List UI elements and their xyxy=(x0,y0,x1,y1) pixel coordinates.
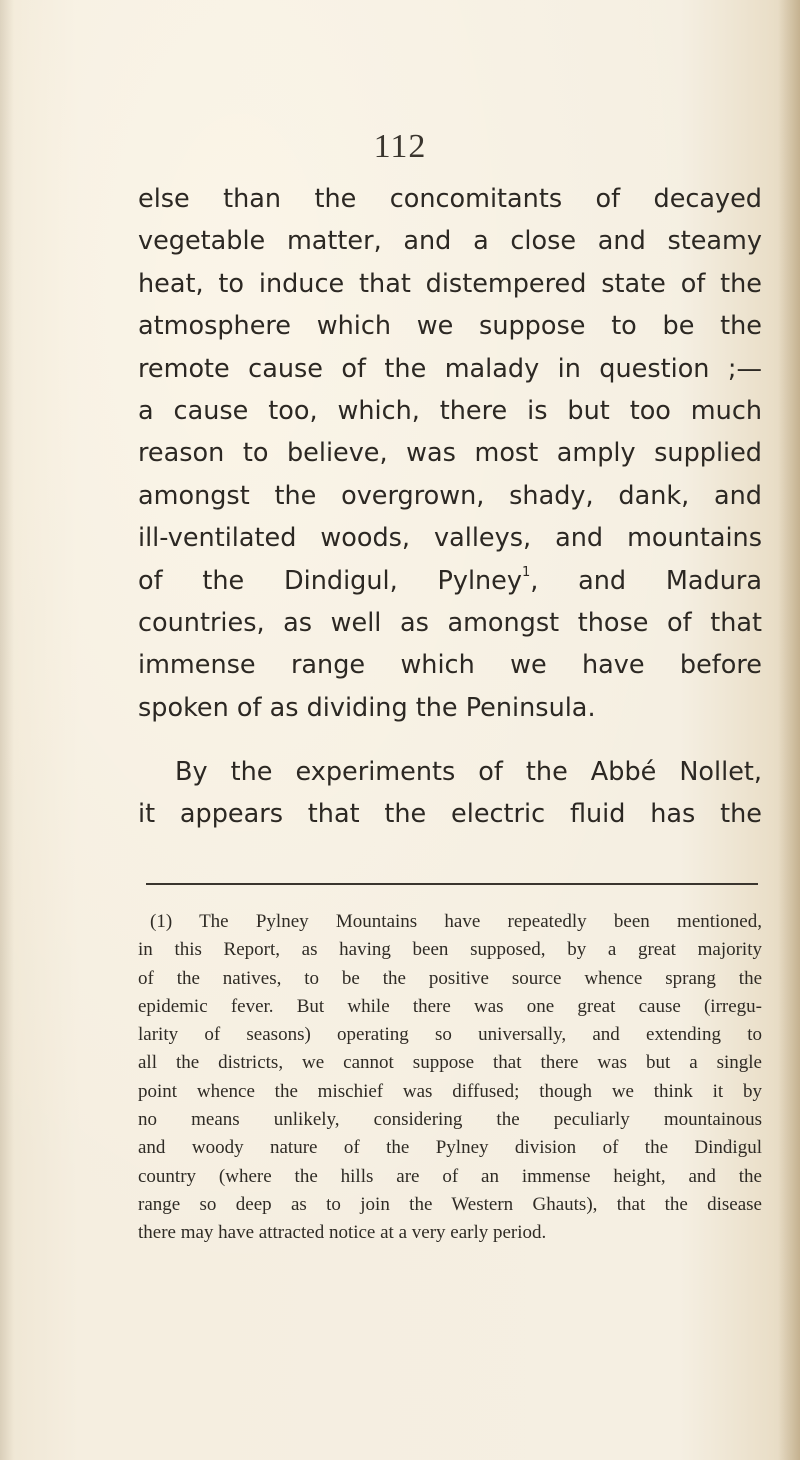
footnote-line: country (where the hills are of an immense height, and the xyxy=(138,1165,762,1187)
text-line: spoken of as dividing the Peninsula. xyxy=(138,692,596,723)
text-line: atmosphere which we suppose to be the xyxy=(138,311,762,342)
footnote xyxy=(138,908,762,1248)
footnote-separator-rule xyxy=(146,883,758,885)
footnote-line: no means unlikely, considering the peculiarly mountainous xyxy=(138,1109,762,1131)
text-line: else than the concomitants of decayed xyxy=(138,184,762,214)
text-line: immense range which we have before xyxy=(138,650,762,681)
footnote-line: epidemic fever. But while there was one great cause (irregu- xyxy=(138,995,762,1017)
page-number: 112 xyxy=(373,128,427,165)
text-line: reason to believe, was most amply supplied xyxy=(138,438,762,469)
text-segment: , and Madura xyxy=(530,565,762,596)
text-line-with-footnote-ref xyxy=(138,560,762,602)
page-gutter-shadow xyxy=(0,0,14,1460)
text-segment: of the Dindigul, Pylney xyxy=(138,565,522,596)
footnote-line: larity of seasons) operating so universally, and extending to xyxy=(138,1024,762,1046)
footnote-line: of the natives, to be the positive source whence sprang the xyxy=(138,967,762,989)
text-line: heat, to induce that distempered state of the xyxy=(138,268,762,299)
footnote-line: all the districts, we cannot suppose that there was but a single xyxy=(138,1052,762,1074)
footnote-line: there may have attracted notice at a very early period. xyxy=(138,1222,547,1244)
main-text xyxy=(138,178,762,836)
text-line: vegetable matter, and a close and steamy xyxy=(138,226,762,257)
text-line: it appears that the electric fluid has the xyxy=(138,799,762,830)
text-line: countries, as well as amongst those of that xyxy=(138,607,762,638)
text-line: amongst the overgrown, shady, dank, and xyxy=(138,480,762,511)
footnote-line: (1) The Pylney Mountains have repeatedly been mentioned, xyxy=(150,911,762,932)
footnote-line: range so deep as to join the Western Ghauts), that the disease xyxy=(138,1193,762,1215)
paragraph-gap xyxy=(138,729,762,751)
text-line: remote cause of the malady in question ;— xyxy=(138,353,762,384)
footnote-line: and woody nature of the Pylney division of the Dindigul xyxy=(138,1137,762,1159)
footnote-line: point whence the mischief was diffused; though we think it by xyxy=(138,1080,762,1102)
text-line: ill-ventilated woods, valleys, and mountains xyxy=(138,523,762,554)
footnote-reference: 1 xyxy=(521,564,531,580)
page-edge-shadow xyxy=(778,0,800,1460)
text-line: By the experiments of the Abbé Nollet, xyxy=(175,757,762,788)
text-line: a cause too, which, there is but too much xyxy=(138,395,762,426)
footnote-line: in this Report, as having been supposed, by a great majority xyxy=(138,939,762,961)
